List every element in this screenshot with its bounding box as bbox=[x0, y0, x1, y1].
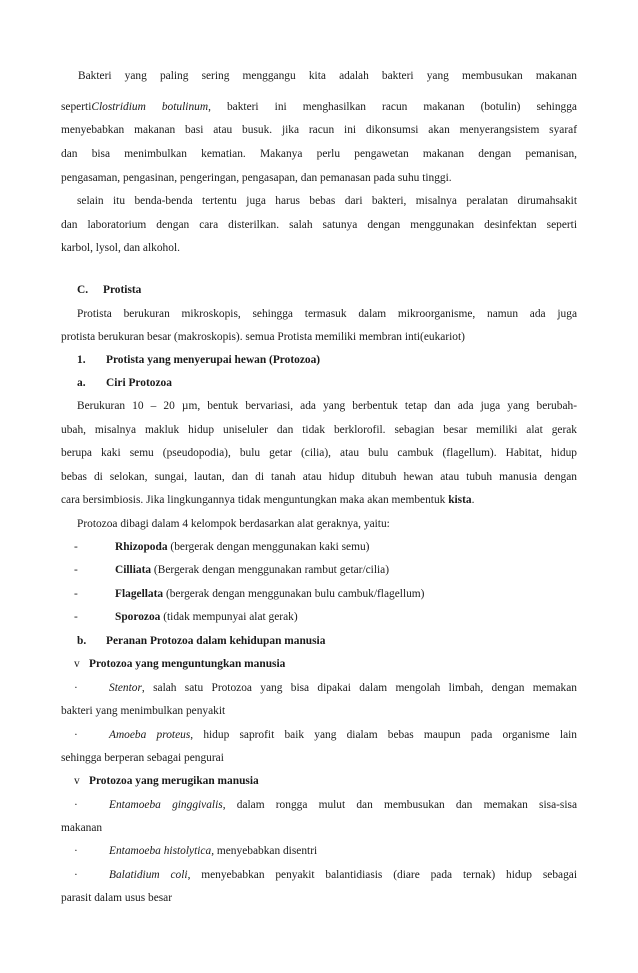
checkmark-bullet-icon: v bbox=[74, 658, 80, 670]
list-item-continuation: sehingga berperan sebagai pengurai bbox=[61, 752, 224, 764]
list-item-continuation: parasit dalam usus besar bbox=[61, 892, 173, 904]
subsection-heading: a. Ciri Protozoa bbox=[77, 377, 172, 389]
group-name: Sporozoa bbox=[115, 611, 161, 623]
list-item: · Entamoeba ginggivalis, dalam rongga mulut dan membusukan dan memakan sisa-sisa bbox=[74, 799, 577, 811]
paragraph-line: sepertiClostridium botulinum, bakteri ini menghasilkan racun makanan (botulin) sehingga bbox=[61, 101, 577, 113]
species-name: Amoeba proteus bbox=[109, 729, 191, 741]
paragraph-line: dan bisa menimbulkan kematian. Makanya perlu pengawetan makanan dengan pemanisan, bbox=[61, 148, 577, 160]
category-heading: v Protozoa yang merugikan manusia bbox=[74, 775, 259, 787]
list-item: - Cilliata (Bergerak dengan menggunakan rambut getar/cilia) bbox=[74, 564, 390, 576]
paragraph-line: selain itu benda-benda tertentu juga harus bebas dari bakteri, misalnya peralatan dirumahsakit bbox=[77, 195, 577, 207]
species-name: Clostridium botulinum bbox=[91, 101, 209, 113]
section-heading: C. Protista bbox=[77, 284, 142, 296]
list-item: · Stentor, salah satu Protozoa yang bisa dipakai dalam mengolah limbah, dengan memakan bbox=[74, 682, 577, 694]
list-item-continuation: makanan bbox=[61, 822, 103, 834]
list-item: - Flagellata (bergerak dengan menggunakan bulu cambuk/flagellum) bbox=[74, 588, 425, 600]
list-item: - Rhizopoda (bergerak dengan menggunakan kaki semu) bbox=[74, 541, 370, 553]
list-item: - Sporozoa (tidak mempunyai alat gerak) bbox=[74, 611, 298, 623]
paragraph-line: karbol, lysol, dan alkohol. bbox=[61, 242, 180, 254]
species-name: Entamoeba ginggivalis bbox=[109, 799, 223, 811]
list-item: · Balatidium coli, menyebabkan penyakit balantidiasis (diare pada ternak) hidup sebagai bbox=[74, 869, 577, 881]
group-name: Flagellata bbox=[115, 588, 164, 600]
group-name: Rhizopoda bbox=[115, 541, 168, 553]
paragraph-line: Bakteri yang paling sering menggangu kita adalah bakteri yang membusukan makanan bbox=[78, 70, 577, 82]
species-name: Entamoeba histolytica bbox=[109, 845, 212, 857]
subsection-heading: b. Peranan Protozoa dalam kehidupan manusia bbox=[77, 635, 326, 647]
paragraph-line: menyebabkan makanan basi atau busuk. jika racun ini dikonsumsi akan menyerangsistem syaraf bbox=[61, 124, 577, 136]
paragraph-line: dan laboratorium dengan cara disterilkan. salah satunya dengan menggunakan desinfektan seperti bbox=[61, 219, 577, 231]
list-item: · Amoeba proteus, hidup saprofit baik yang dialam bebas maupun pada organisme lain bbox=[74, 729, 577, 741]
list-item-continuation: bakteri yang menimbulkan penyakit bbox=[61, 705, 226, 717]
paragraph-line: protista berukuran besar (makroskopis). semua Protista memiliki membran inti(eukariot) bbox=[61, 331, 465, 343]
list-item: · Entamoeba histolytica, menyebabkan disentri bbox=[74, 845, 318, 857]
species-name: Stentor bbox=[109, 682, 142, 694]
paragraph-line: ubah, misalnya makluk hidup uniseluler dan tidak berklorofil. sebagian besar memiliki alat gerak bbox=[61, 424, 577, 436]
keyword: kista bbox=[448, 494, 472, 506]
paragraph-line: Protista berukuran mikroskopis, sehingga termasuk dalam mikroorganisme, namun ada juga bbox=[77, 308, 577, 320]
paragraph-line: Berukuran 10 – 20 µm, bentuk bervariasi, ada yang berbentuk tetap dan ada juga yang berubah- bbox=[77, 400, 577, 412]
category-heading: v Protozoa yang menguntungkan manusia bbox=[74, 658, 286, 670]
paragraph-line: cara bersimbiosis. Jika lingkungannya tidak menguntungkan maka akan membentuk kista. bbox=[61, 494, 475, 506]
subsection-heading: 1. Protista yang menyerupai hewan (Protozoa) bbox=[77, 354, 321, 366]
paragraph-line: bebas di selokan, sungai, lautan, dan di tanah atau hidup ditubuh hewan atau tubuh manusia dengan bbox=[61, 471, 577, 483]
paragraph-line: pengasaman, pengasinan, pengeringan, pengasapan, dan pemanasan pada suhu tinggi. bbox=[61, 172, 452, 184]
checkmark-bullet-icon: v bbox=[74, 775, 80, 787]
species-name: Balatidium coli bbox=[109, 869, 188, 881]
group-name: Cilliata bbox=[115, 564, 152, 576]
paragraph-line: Protozoa dibagi dalam 4 kelompok berdasarkan alat geraknya, yaitu: bbox=[77, 518, 390, 530]
paragraph-line: berupa kaki semu (pseudopodia), bulu getar (cilia), atau bulu cambuk (flagellum). Habitat, hidup bbox=[61, 447, 577, 459]
